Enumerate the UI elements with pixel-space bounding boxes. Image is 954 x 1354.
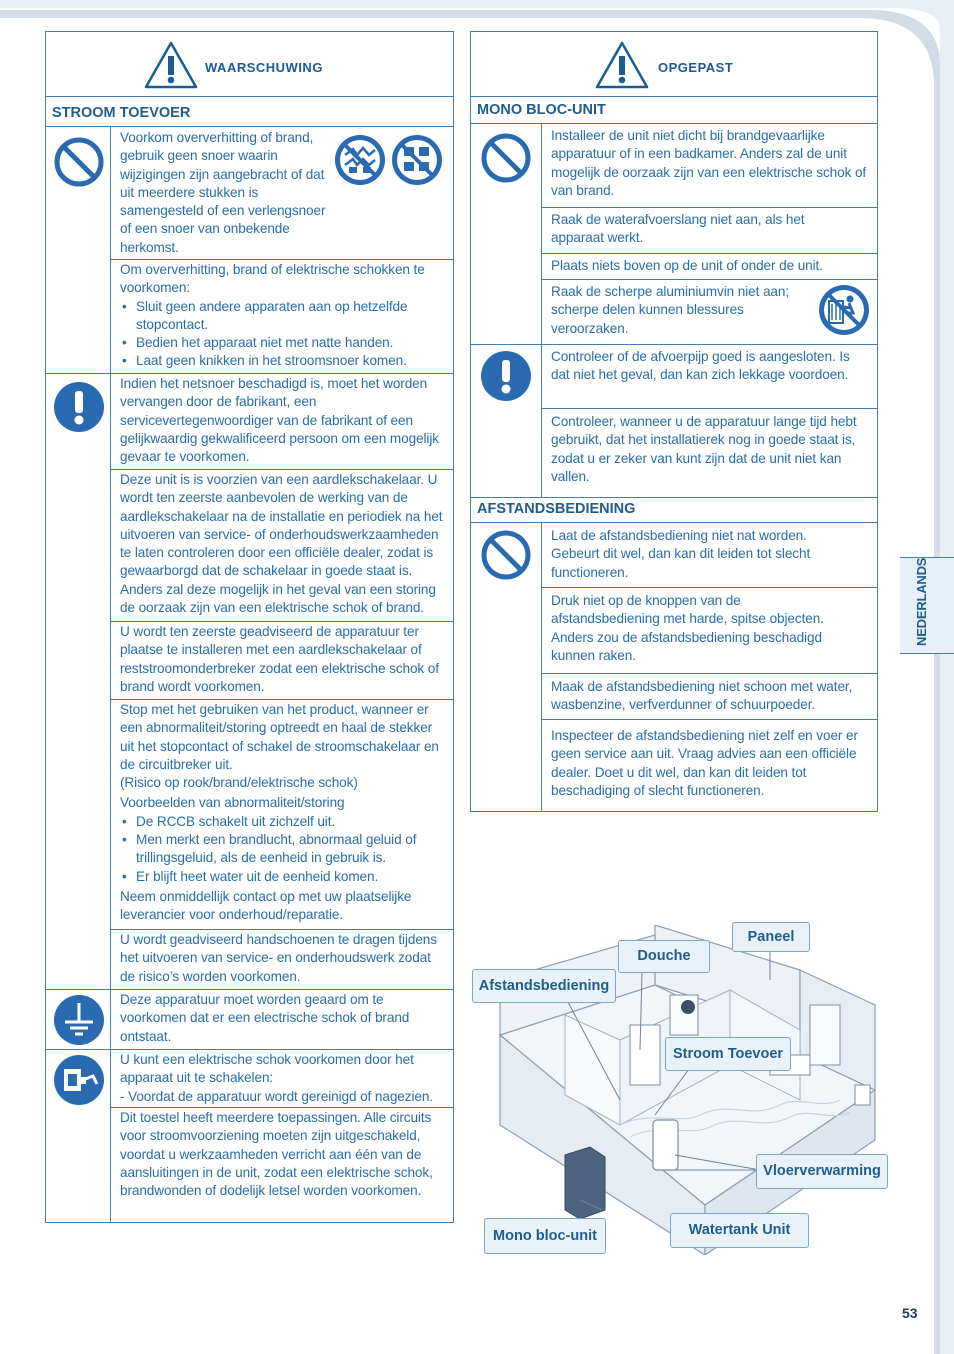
warning-text-r4: Deze unit is is voorzien van een aardlekschakelaar. U wordt ten zeerste aanbevolen de werking van de aardlekschakelaar na de installatie en periodiek na het uitvoeren van service- of onderhoudswerkzaamheden te laten controleren door een officiële dealer, zodat is gewaarborgd dat de schakelaar in goede staat is. Anders zal deze mogelijk in het geval van een storing de oorzaak zijn van een elektrische schok of brand. xyxy=(120,472,443,616)
caution-title: OPGEPAST xyxy=(658,60,734,75)
page-number: 53 xyxy=(902,1305,918,1321)
caution-text-r9: Maak de afstandsbediening niet schoon met water, wasbenzine, verfverdunner of schuurpoeder. xyxy=(551,679,853,713)
label-stroom-toevoer: Stroom Toevoer xyxy=(665,1037,791,1071)
warning-text-r7: U wordt geadviseerd handschoenen te dragen tijdens het uitvoeren van service- en onderhoudswerk zodat de risico’s worden voorkomen. xyxy=(120,932,437,984)
mandatory-exclamation-icon xyxy=(53,381,105,433)
section-title-mono-bloc: MONO BLOC-UNIT xyxy=(477,102,606,118)
warning-table xyxy=(45,31,454,1223)
caution-text-r1: Installeer de unit niet dicht bij brandgevaarlijke apparatuur of in een badkamer. Anders zal de unit mogelijk de oorzaak zijn van een elektrische schok of van brand. xyxy=(551,128,867,198)
warning-text-r10: Dit toestel heeft meerdere toepassingen. Alle circuits voor stroomvoorziening moeten zijn uitgeschakeld, voordat u werkzaamheden verricht aan één van de aansluitingen in de unit, zodat een elektrische schok, brandwonden of dodelijk letsel worden voorkomen. xyxy=(120,1110,433,1199)
section-title-stroom: STROOM TOEVOER xyxy=(52,105,191,121)
label-watertank-unit: Watertank Unit xyxy=(670,1213,809,1248)
no-multi-plug-icon xyxy=(390,133,444,187)
ground-earth-icon xyxy=(53,994,105,1046)
prohibition-icon xyxy=(480,529,532,581)
warning-text-r3: Indien het netsnoer beschadigd is, moet het worden vervangen door de fabrikant, een servicevertegenwoordiger van de fabrikant of een gelijkwaardig gekwalificeerd persoon om een mogelijk gevaar te voorkomen. xyxy=(120,376,439,465)
label-douche: Douche xyxy=(618,940,710,973)
warning-text-r1: Voorkom oververhitting of brand, gebruik geen snoer waarin wijzigingen zijn aangebracht of dat uit meerdere stukken is samengesteld of een verlengsnoer of een snoer van onbekende herkomst. xyxy=(120,130,326,255)
warning-text-r9: U kunt een elektrische schok voorkomen door het apparaat uit te schakelen: - Voordat de apparatuur wordt gereinigd of nagezien. xyxy=(120,1052,433,1104)
label-afstandsbediening: Afstandsbediening xyxy=(472,969,616,1003)
prohibition-icon xyxy=(480,132,532,184)
warning-text-r2: Om oververhitting, brand of elektrische schokken te voorkomen: • Sluit geen andere apparaten aan op hetzelfde stopcontact. • Bedien het apparaat niet met natte handen. • Laat geen knikken in het stroomsnoer komen. xyxy=(120,261,445,371)
warning-title: WAARSCHUWING xyxy=(205,60,323,75)
no-extension-cord-icon xyxy=(333,133,387,187)
warning-text-r5: U wordt ten zeerste geadviseerd de apparatuur ter plaatse te installeren met een aardlekschakelaar of reststroomonderbreker zodat een elektrische schok of brand wordt voorkomen. xyxy=(120,624,439,694)
warning-triangle-icon xyxy=(143,40,199,90)
section-title-afstandsbediening: AFSTANDSBEDIENING xyxy=(477,501,636,517)
prohibition-icon xyxy=(53,136,105,188)
label-mono-bloc-unit: Mono bloc-unit xyxy=(484,1218,606,1254)
caution-text-r3: Plaats niets boven op de unit of onder de unit. xyxy=(551,258,823,273)
label-vloerverwarming: Vloerverwarming xyxy=(756,1154,888,1189)
label-paneel: Paneel xyxy=(732,922,810,952)
caution-table xyxy=(470,31,878,812)
caution-text-r6: Controleer, wanneer u de apparatuur lange tijd hebt gebruikt, dat het installatierek nog in goede staat is, zodat u er zeker van kunt zijn dat de unit niet kan vallen. xyxy=(551,414,857,484)
caution-text-r5: Controleer of de afvoerpijp goed is aangesloten. Is dat niet het geval, dan kan zich lekkage voordoen. xyxy=(551,349,850,383)
language-tab-label: NEDERLANDS xyxy=(914,557,929,646)
mandatory-exclamation-icon xyxy=(480,350,532,402)
unplug-icon xyxy=(53,1054,105,1106)
no-touch-fin-icon xyxy=(817,283,871,337)
warning-text-r6: Stop met het gebruiken van het product, wanneer er een abnormaliteit/storing optreedt en haal de stekker uit het stopcontact of schakel de stroomschakelaar en de circuitbreker uit. (Risico op rook/brand/elektrische schok) Voorbeelden van abnormaliteit/storing • De RCCB schakelt uit zichzelf uit. • Men merkt een brandlucht, abnormaal geluid of trillingsgeluid, als de eenheid in gebruik is. • Er blijft heet water uit de eenheid komen. Neem onmiddellijk contact op met uw plaatselijke leverancier voor onderhoud/reparatie. xyxy=(120,701,448,925)
caution-text-r4: Raak de scherpe aluminiumvin niet aan; scherpe delen kunnen blessures veroorzaken. xyxy=(551,284,790,336)
caution-triangle-icon xyxy=(594,40,650,90)
warning-text-r8: Deze apparatuur moet worden geaard om te voorkomen dat er een electrische schok of brand ontstaat. xyxy=(120,992,410,1044)
caution-text-r2: Raak de waterafvoerslang niet aan, als het apparaat werkt. xyxy=(551,212,805,246)
caution-text-r7: Laat de afstandsbediening niet nat worden. Gebeurt dit wel, dan kan dit leiden tot slecht functioneren. xyxy=(551,528,811,580)
caution-text-r8: Druk niet op de knoppen van de afstandsbediening met harde, spitse objecten. Anders zou de afstandsbediening beschadigd kunnen raken. xyxy=(551,593,824,663)
language-tab xyxy=(900,557,954,654)
caution-text-r10: Inspecteer de afstandsbediening niet zelf en voer er geen service aan uit. Vraag advies aan een officiële dealer. Doet u dit wel, dan kan dit leiden tot beschadiging of slecht functioneren. xyxy=(551,728,858,798)
